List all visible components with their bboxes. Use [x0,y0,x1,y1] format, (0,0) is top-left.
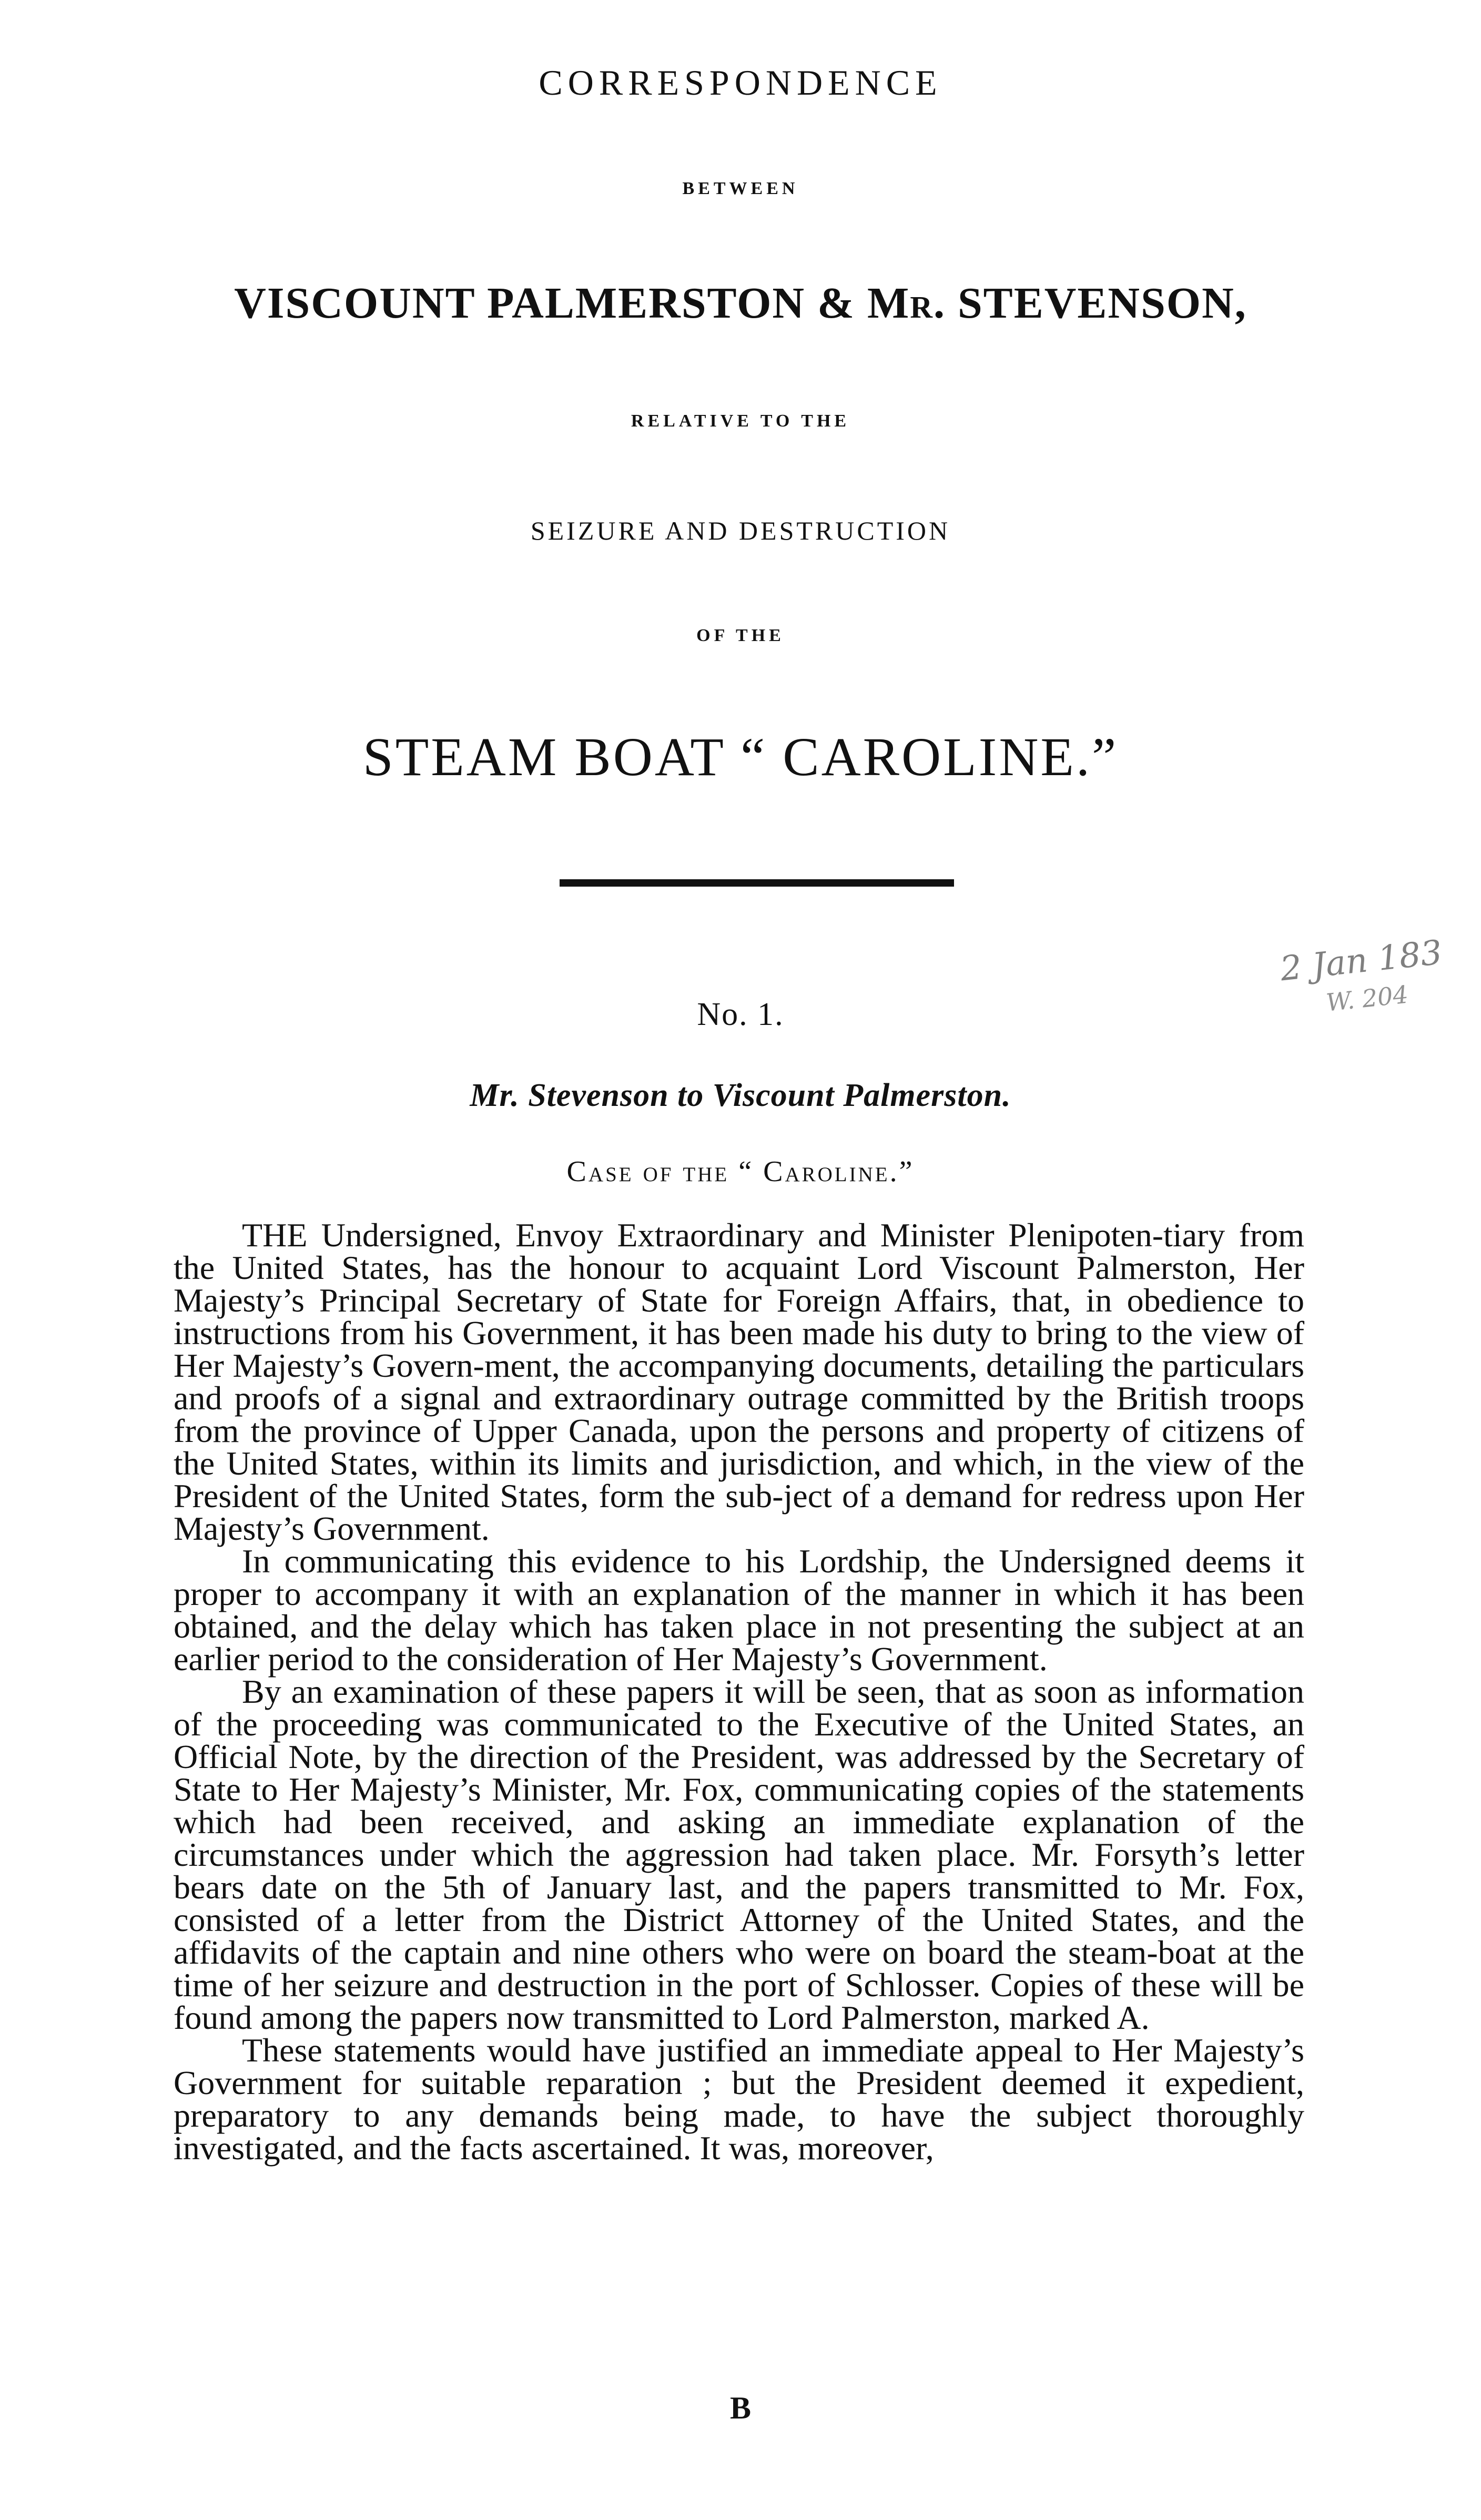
body-paragraph: These statements would have justified an immediate appeal to Her Majesty’s Government for suitable reparation ; but the President deemed it expedient, preparatory to any demands being made, to have the subject thoroughly investigated, and the facts ascertained. It was, moreover, [174,2031,1304,2167]
letter-title: Mr. Stevenson to Viscount Palmerston. [470,1078,1011,1113]
document-title: CORRESPONDENCE [539,63,942,103]
subtitle-between: BETWEEN [682,179,799,198]
correspondents-prefix: VISCOUNT PALMERSTON & [234,279,868,328]
case-title: Case of the “ Caroline.” [566,1155,915,1188]
title-divider-rule [560,879,954,887]
letter-body [174,1216,1304,2167]
correspondents-suffix: STEVENSON, [945,279,1247,328]
body-paragraph: In communicating this evidence to his Lordship, the Undersigned deems it proper to accompany it with an explanation of the manner in which it has been obtained, and the delay which has taken place in not presenting the subject at an earlier period to the consideration of Her Majesty’s Government. [174,1542,1304,1678]
steamboat-heading: STEAM BOAT “ CAROLINE.” [362,727,1119,787]
letter-number: No. 1. [697,997,784,1032]
subtitle-of-the: OF THE [696,626,785,645]
margin-note-line-2: W. 204 [1325,980,1410,1017]
signature-mark: B [729,2391,752,2425]
correspondents-mr: Mr. [867,279,946,328]
subtitle-relative: RELATIVE TO THE [631,411,850,431]
correspondents-heading [0,278,1481,329]
body-paragraph: By an examination of these papers it will be seen, that as soon as information of the proceeding was communicated to the Executive of the United States, an Official Note, by the direction of the President, was addressed by the Secretary of State to Her Majesty’s Minister, Mr. Fox, communicating copies of the statements which had been received, and asking an immediate explanation of the circumstances under which the aggression had taken place. Mr. Forsyth’s letter bears date on the 5th of January last, and the papers transmitted to Mr. Fox, consisted of a letter from the District Attorney of the United States, and the affidavits of the captain and nine others who were on board the steam-boat at the time of her seizure and destruction in the port of Schlosser. Copies of these will be found among the papers now transmitted to Lord Palmerston, marked A. [174,1673,1304,2036]
margin-note-line-1: 2 Jan 183 [1278,933,1444,989]
body-paragraph: THE Undersigned, Envoy Extraordinary and Minister Plenipoten-tiary from the United States, has the honour to acquaint Lord Viscount Palmerston, Her Majesty’s Principal Secretary of State for Foreign Affairs, that, in obedience to instructions from his Government, it has been made his duty to bring to the view of Her Majesty’s Govern-ment, the accompanying documents, detailing the particulars and proofs of a signal and extraordinary outrage committed by the British troops from the province of Upper Canada, upon the persons and property of citizens of the United States, within its limits and jurisdiction, and which, in the view of the President of the United States, form the sub-ject of a demand for redress upon Her Majesty’s Government. [174,1216,1304,1547]
subtitle-seizure: SEIZURE AND DESTRUCTION [530,516,951,545]
